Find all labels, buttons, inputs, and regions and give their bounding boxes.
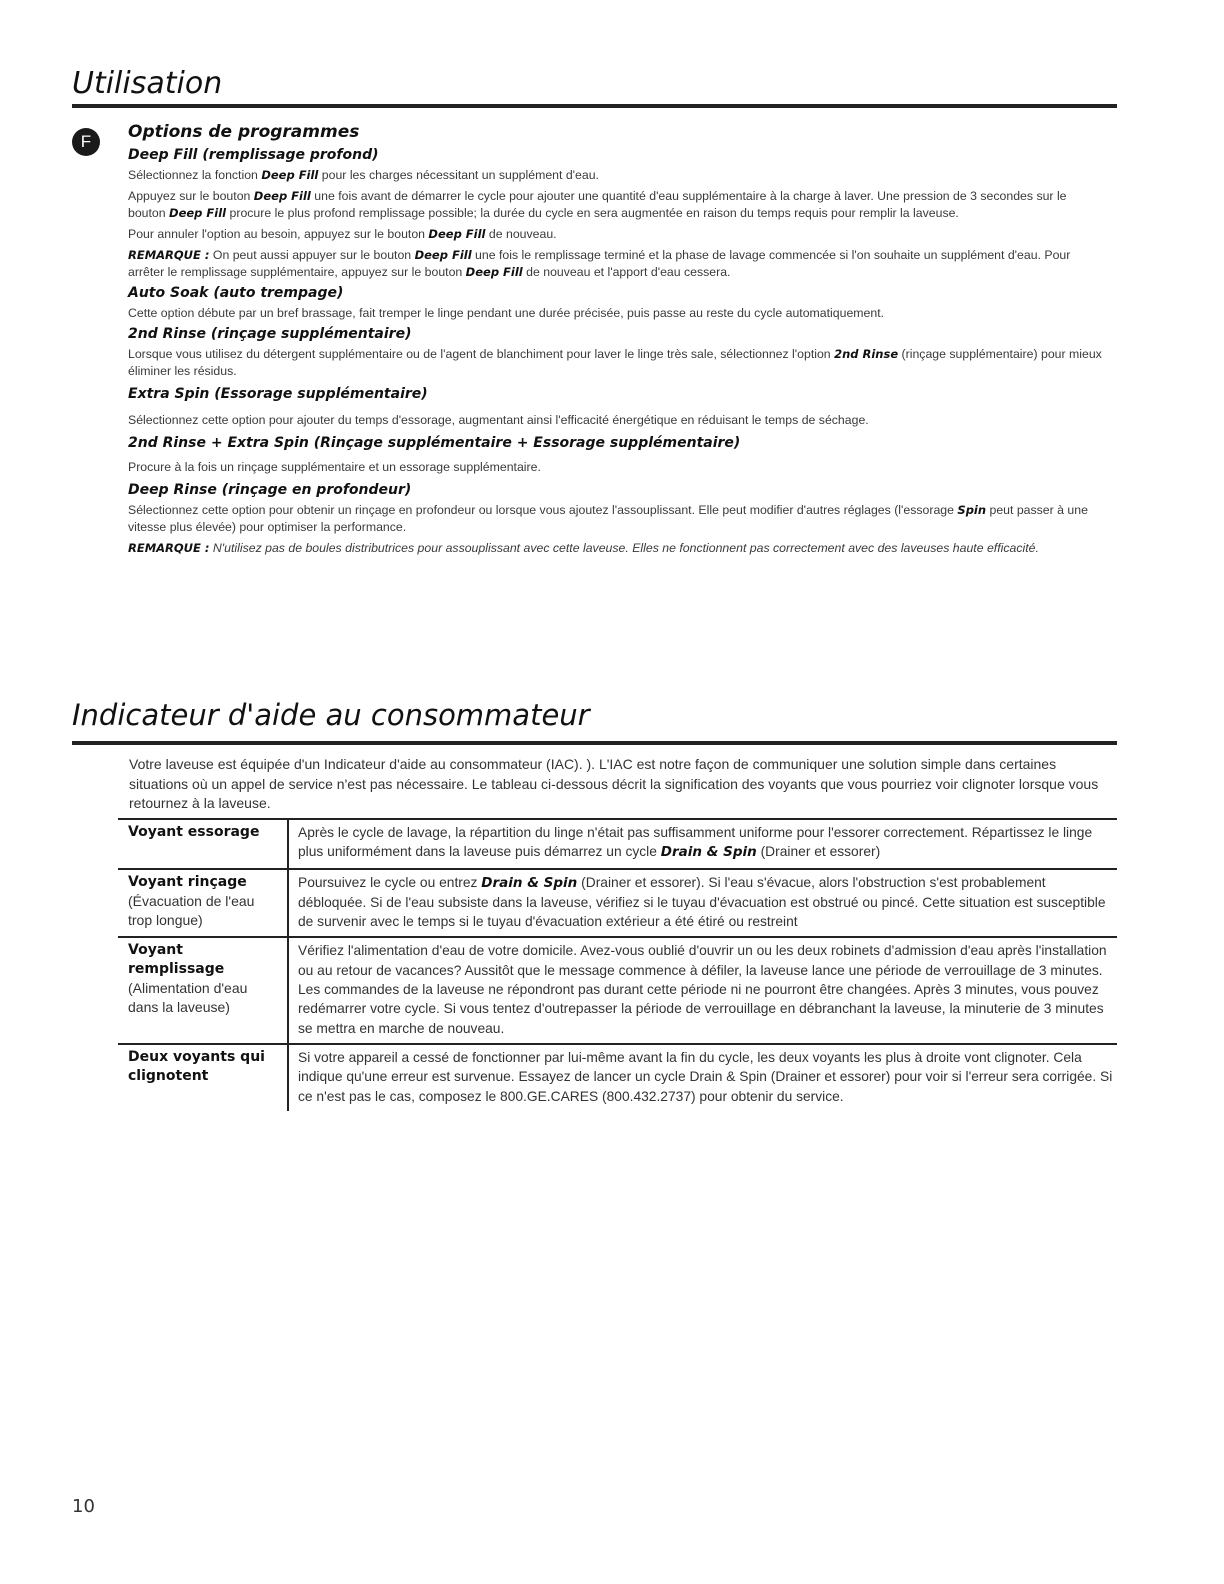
auto-soak-paragraph: Cette option débute par un bref brassage, fait tremper le linge pendant une durée précisée, puis passe au reste du cycle automatiquement. bbox=[128, 306, 885, 320]
extra-spin-title: Extra Spin (Essorage supplémentaire) bbox=[128, 386, 428, 402]
iac-table bbox=[118, 818, 1117, 1111]
rinse-spin-paragraph: Procure à la fois un rinçage supplémentaire et un essorage supplémentaire. bbox=[128, 460, 541, 474]
deep-fill-paragraph: Appuyez sur le bouton Deep Fill une fois avant de démarrer le cycle pour ajouter une quantité d'eau supplémentaire à la charge à laver. Une pression de 3 secondes sur le bouton Deep Fill procure le plus profond remplissage possible; la durée du cycle en sera augmentée en raison du temps requis pour remplir la laveuse. bbox=[128, 189, 1067, 220]
row-description: Si votre appareil a cessé de fonctionner par lui-même avant la fin du cycle, les deux voyants les plus à droite vont clignoter. Cela indique qu'une erreur est survenue. Essayez de lancer un cycle Drain & Spin (Drainer et essorer) pour voir si l'erreur sera corrigée. Si ce n'est pas le cas, composez le 800.GE.CARES (800.432.2737) pour obtenir du service. bbox=[288, 1044, 1117, 1111]
second-rinse-paragraph: Lorsque vous utilisez du détergent supplémentaire ou de l'agent de blanchiment pour laver le linge très sale, sélectionnez l'option 2nd Rinse (rinçage supplémentaire) pour mieux éliminer les résidus. bbox=[128, 347, 1102, 378]
section-divider bbox=[72, 741, 1117, 745]
deep-rinse-note: REMARQUE : N'utilisez pas de boules distributrices pour assouplissant avec cette laveuse. Elles ne fonctionnent pas correctement avec des laveuses haute efficacité. bbox=[128, 541, 1039, 555]
deep-rinse-title: Deep Rinse (rinçage en profondeur) bbox=[128, 482, 412, 498]
program-options bbox=[116, 122, 1106, 561]
section-title-utilisation: Utilisation bbox=[72, 66, 223, 101]
table-row bbox=[118, 819, 1117, 869]
table-row bbox=[118, 1044, 1117, 1111]
auto-soak-title: Auto Soak (auto trempage) bbox=[128, 285, 344, 301]
deep-fill-title: Deep Fill (remplissage profond) bbox=[128, 147, 379, 163]
row-label: Voyant rinçage (Évacuation de l'eau trop longue) bbox=[118, 869, 288, 938]
row-description: Poursuivez le cycle ou entrez Drain & Spin (Drainer et essorer). Si l'eau s'évacue, alors l'obstruction s'est probablement débloquée. Si de l'eau subsiste dans la laveuse, vérifiez si le tuyau d'évacuation est obstrué ou pincé. Cette situation est susceptible de survenir avec le temps si le tuyau d'évacuation extérieur a été étiré ou restreint bbox=[288, 869, 1117, 938]
section-title-iac: Indicateur d'aide au consommateur bbox=[72, 698, 590, 732]
row-label: Voyant remplissage (Alimentation d'eau dans la laveuse) bbox=[118, 937, 288, 1043]
table-row bbox=[118, 937, 1117, 1043]
row-description: Après le cycle de lavage, la répartition du linge n'était pas suffisamment uniforme pour l'essorer correctement. Répartissez le linge plus uniformément dans la laveuse puis démarrez un cycle Drain & Spin (Drainer et essorer) bbox=[288, 819, 1117, 869]
row-label: Voyant essorage bbox=[118, 819, 288, 869]
second-rinse-title: 2nd Rinse (rinçage supplémentaire) bbox=[128, 326, 412, 342]
row-label: Deux voyants qui clignotent bbox=[118, 1044, 288, 1111]
deep-rinse-paragraph: Sélectionnez cette option pour obtenir un rinçage en profondeur ou lorsque vous ajoutez l'assouplissant. Elle peut modifier d'autres réglages (l'essorage Spin peut passer à une vitesse plus élevée) pour optimiser la performance. bbox=[128, 503, 1088, 534]
row-description: Vérifiez l'alimentation d'eau de votre domicile. Avez-vous oublié d'ouvrir un ou les deux robinets d'admission d'eau après l'installation ou au retour de vacances? Aussitôt que le message commence à défiler, la laveuse lance une période de verrouillage de 3 minutes. Les commandes de la laveuse ne répondront pas durant cette période ni ne pourront être changées. Après 3 minutes, vous pouvez redémarrer votre cycle. Si vous tentez d'outrepasser la période de verrouillage en débranchant la laveuse, la minuterie de 3 minutes se mettra en marche de nouveau. bbox=[288, 937, 1117, 1043]
deep-fill-paragraph: Pour annuler l'option au besoin, appuyez sur le bouton Deep Fill de nouveau. bbox=[128, 227, 557, 241]
page-number: 10 bbox=[72, 1496, 95, 1517]
iac-intro: Votre laveuse est équipée d'un Indicateur d'aide au consommateur (IAC). ). L'IAC est notre façon de communiquer une solution simple dans certaines situations où un appel de service n'est pas nécessaire. Le tableau ci-dessous décrit la signification des voyants que vous pourriez voir clignoter lorsque vous retournez à la laveuse. bbox=[129, 756, 1099, 811]
section-divider bbox=[72, 104, 1117, 108]
rinse-spin-title: 2nd Rinse + Extra Spin (Rinçage supplémentaire + Essorage supplémentaire) bbox=[128, 435, 741, 451]
extra-spin-paragraph: Sélectionnez cette option pour ajouter du temps d'essorage, augmentant ainsi l'efficacité énergétique en réduisant le temps de séchage. bbox=[128, 413, 869, 427]
deep-fill-note: REMARQUE : On peut aussi appuyer sur le bouton Deep Fill une fois le remplissage terminé et la phase de lavage commencée si l'on souhaite un supplément d'eau. Pour arrêter le remplissage supplémentaire, appuyez sur le bouton Deep Fill de nouveau et l'apport d'eau cessera. bbox=[128, 248, 1071, 279]
table-row bbox=[118, 869, 1117, 938]
french-language-badge: F bbox=[72, 128, 100, 156]
deep-fill-paragraph: Sélectionnez la fonction Deep Fill pour les charges nécessitant un supplément d'eau. bbox=[128, 168, 599, 182]
options-heading: Options de programmes bbox=[128, 122, 360, 142]
